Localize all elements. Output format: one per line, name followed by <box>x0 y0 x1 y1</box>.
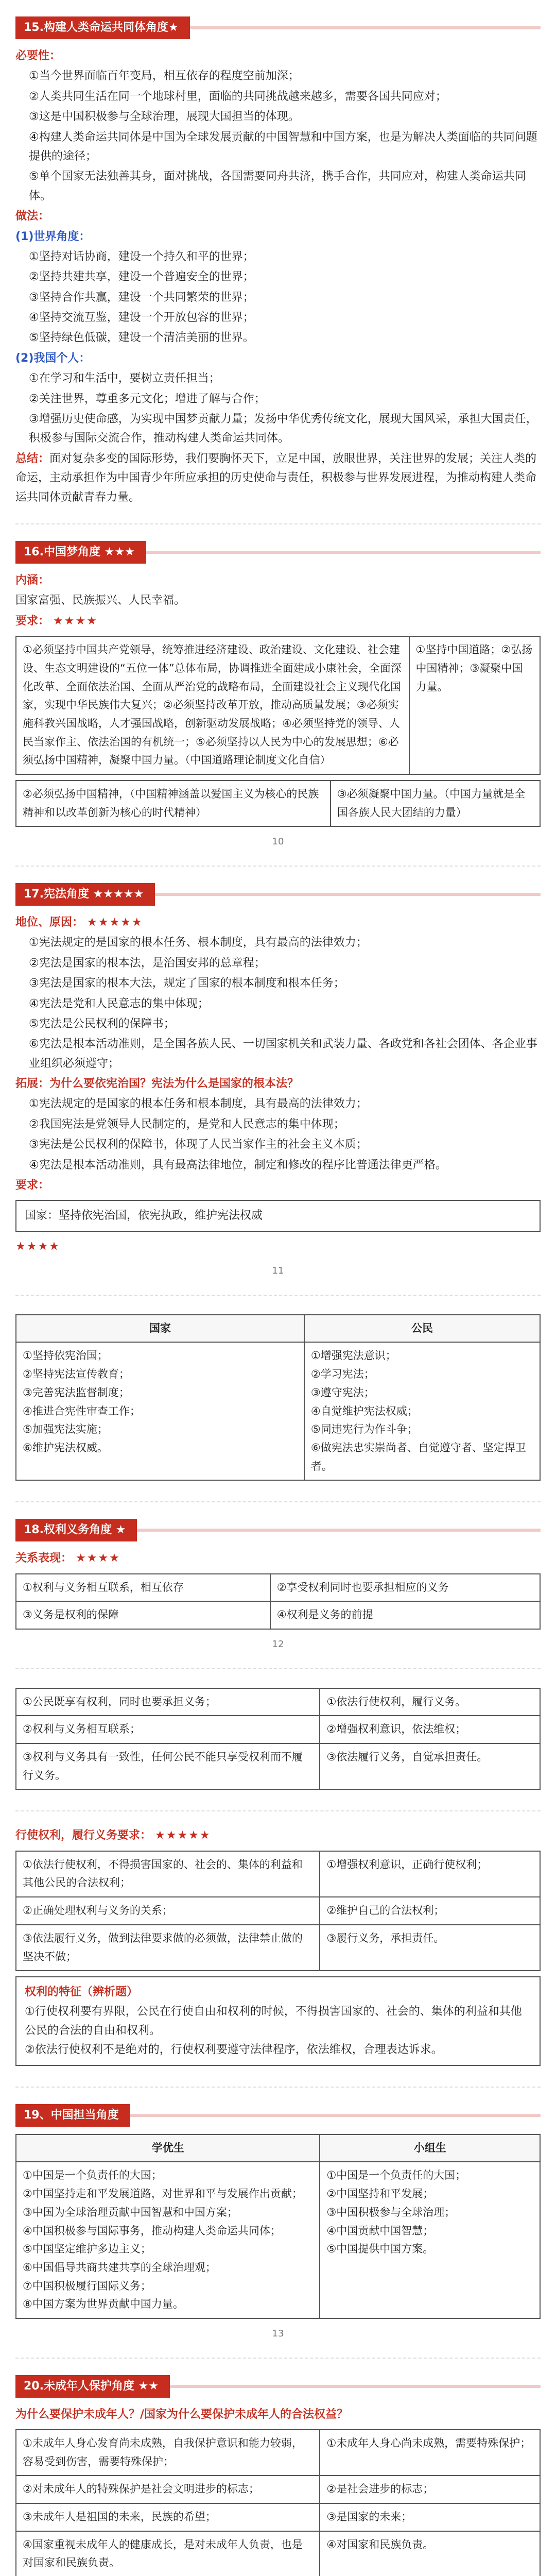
list-item: ①宪法规定的是国家的根本任务、根本制度，具有最高的法律效力； <box>29 936 368 950</box>
table-cell: ①公民既享有权利，同时也要承担义务； <box>16 1688 320 1716</box>
list-item: ⑤坚持绿色低碳，建设一个清洁美丽的世界。 <box>29 331 254 345</box>
table-cell: ①依法行使权利，履行义务。 <box>320 1688 540 1716</box>
table-cell: ③履行义务，承担责任。 <box>320 1925 540 1971</box>
column-header: 小组生 <box>320 2134 540 2162</box>
column-header: 公民 <box>304 1315 540 1343</box>
list-item: ②我国宪法是党领导人民制定的，是党和人民意志的集中体现； <box>29 1117 345 1131</box>
section-18 <box>15 1501 541 1668</box>
subheading: 地位、原因： <box>15 916 84 929</box>
table-cell: ②是社会进步的标志； <box>320 2476 540 2503</box>
column-header: 学优生 <box>16 2134 320 2162</box>
section-15 <box>15 0 541 523</box>
subheading: 做法： <box>15 210 50 223</box>
comparison-table <box>15 1851 541 1971</box>
list-item: ③增强历史使命感，为实现中国梦贡献力量；发扬中华优秀传统文化，展现大国风采，承担大国责任，积极参与国际交流合作，推动构建人类命运共同体。 <box>29 413 537 445</box>
table-cell: ③义务是权利的保障 <box>16 1601 270 1629</box>
list-item: ①当今世界面临百年变局，相互依存的程度空前加深； <box>29 70 300 83</box>
star-rating: ★★★★★ <box>155 1829 211 1842</box>
comparison-table <box>15 2429 541 2576</box>
table-cell: ②必须弘扬中国精神，（中国精神涵盖以爱国主义为核心的民族精神和以改革创新为核心的时代精神） <box>16 781 331 826</box>
table-cell: ②正确处理权利与义务的关系； <box>16 1897 320 1925</box>
subheading: (2)我国个人： <box>15 351 91 365</box>
list-item: ①坚持对话协商，建设一个持久和平的世界； <box>29 250 254 263</box>
list-item: ③宪法是国家的根本大法，规定了国家的根本制度和根本任务； <box>29 977 345 990</box>
section-banner: 15.构建人类命运共同体角度★ <box>15 16 541 39</box>
comparison-table <box>15 1688 541 1790</box>
paragraph: 国家富强、民族振兴、人民幸福。 <box>15 594 186 607</box>
comparison-table <box>15 780 541 827</box>
question: 为什么要保护未成年人？/国家为什么要保护未成年人的合法权益？ <box>15 2408 349 2421</box>
list-item: ①宪法规定的是国家的根本任务和根本制度，具有最高的法律效力； <box>29 1097 368 1111</box>
table-cell: ①未成年人身心发育尚未成熟，自我保护意识和能力较弱，容易受到伤害，需要特殊保护； <box>16 2430 320 2476</box>
list-item: ③这是中国积极参与全球治理，展现大国担当的体现。 <box>29 110 300 124</box>
list-item: ④坚持交流互鉴，建设一个开放包容的世界； <box>29 311 254 325</box>
section-19 <box>15 2087 541 2358</box>
column-header: 国家 <box>16 1315 304 1343</box>
list-item: ④构建人类命运共同体是中国为全球发展贡献的中国智慧和中国方案，也是为解决人类面临的共同问题提供的途径； <box>29 130 537 163</box>
list-item: ④宪法是党和人民意志的集中体现； <box>29 997 209 1010</box>
list-item: ②关注世界，尊重多元文化；增进了解与合作； <box>29 392 266 405</box>
table-cell: ①必须坚持中国共产党领导，统筹推进经济建设、政治建设、文化建设、社会建设、生态文明建设的“五位一体”总体布局，协调推进全面建成小康社会，全面深化改革、全面依法治国、全面从严治党的战略布局，全面建设社会主义现代化国家，实现中华民族伟大复兴；②必须坚持改革开放，推动高质量发展；③必须实施科教兴国战略，人才强国战略，创新驱动发展战略；④必须坚持党的领导、人民当家作主、依法治国的有机统一；⑤必须坚持以人民为中心的发展思想；⑥必须弘扬中国精神，凝聚中国力量。（中国道路理论制度文化自信） <box>16 636 409 774</box>
table-cell: ②对未成年人的特殊保护是社会文明进步的标志； <box>16 2476 320 2503</box>
info-box: 国家：坚持依宪治国，依宪执政，维护宪法权威 <box>15 1200 541 1231</box>
table-cell: ③依法履行义务，自觉承担责任。 <box>320 1743 540 1789</box>
table-cell: ①依法行使权利，不得损害国家的、社会的、集体的利益和其他公民的合法权利； <box>16 1851 320 1897</box>
section-banner: 19、中国担当角度 <box>15 2104 541 2127</box>
table-cell: ②权利与义务相互联系； <box>16 1716 320 1743</box>
table-cell: ①中国是一个负责任的大国； ②中国坚持走和平发展道路，对世界和平与发展作出贡献； ③中国为全球治理贡献中国智慧和中国方案； ④中国积极参与国际事务，推动构建人类命运共同体； ⑤中国坚定维护多边主义； ⑥中国倡导共商共建共享的全球治理观； ⑦中国积极履行国际义务； ⑧中国方案为世界贡献中国力量。 <box>16 2162 320 2318</box>
list-item: ③坚持合作共赢，建设一个共同繁荣的世界； <box>29 291 254 304</box>
comparison-table <box>15 2134 541 2319</box>
section-banner: 16.中国梦角度 ★★★ <box>15 541 541 564</box>
table-cell: ③未成年人是祖国的未来，民族的希望； <box>16 2503 320 2531</box>
table-cell: ①增强权利意识，正确行使权利； <box>320 1851 540 1897</box>
subheading: 内涵： <box>15 573 50 587</box>
table-cell: ④权利是义务的前提 <box>270 1601 540 1629</box>
section-16 <box>15 523 541 866</box>
list-item: ②坚持共建共享，建设一个普遍安全的世界； <box>29 270 254 284</box>
table-cell: ②享受权利同时也要承担相应的义务 <box>270 1574 540 1602</box>
list-item: ⑤单个国家无法独善其身，面对挑战，各国需要同舟共济，携手合作，共同应对，构建人类命运共同体。 <box>29 170 526 202</box>
comparison-table <box>15 1573 541 1630</box>
star-rating: ★★★★★ <box>87 916 143 929</box>
subheading: 必要性： <box>15 49 61 62</box>
summary-text: 面对复杂多变的国际形势，我们要胸怀天下，立足中国，放眼世界，关注世界的发展；关注人类的命运，主动承担作为中国青少年所应承担的历史使命与责任，积极参与世界发展进程，为推动构建人类命运共同体贡献青春力量。 <box>15 452 537 504</box>
list-item: ⑥宪法是根本活动准则，是全国各族人民、一切国家机关和武装力量、各政党和各社会团体、各企业事业组织必须遵守； <box>29 1038 537 1070</box>
comparison-table <box>15 636 541 775</box>
list-item: ②人类共同生活在同一个地球村里，面临的共同挑战越来越多，需要各国共同应对； <box>29 90 447 103</box>
section-17 <box>15 866 541 1295</box>
table-cell: ①坚持依宪治国； ②坚持宪法宣传教育； ③完善宪法监督制度； ④推进合宪性审查工作； ⑤加强宪法实施； ⑥维护宪法权威。 <box>16 1342 304 1480</box>
page-number: 11 <box>272 1265 284 1277</box>
star-rating: ★★★★ <box>15 1240 60 1253</box>
table-cell: ③必须凝聚中国力量。（中国力量就是全国各族人民大团结的力量） <box>331 781 540 826</box>
table-cell: ③权利与义务具有一致性，任何公民不能只享受权利而不履行义务。 <box>16 1743 320 1789</box>
table-cell: ④对国家和民族负责。 <box>320 2531 540 2576</box>
table-cell: ①未成年人身心尚未成熟，需要特殊保护； <box>320 2430 540 2476</box>
table-cell: ①增强宪法意识； ②学习宪法； ③遵守宪法； ④自觉维护宪法权威； ⑤同违宪行为作斗争； ⑥做宪法忠实崇尚者、自觉遵守者、坚定捍卫者。 <box>304 1342 540 1480</box>
subheading: (1)世界角度： <box>15 230 91 243</box>
info-box: 权利的特征（辨析题） ①行使权利要有界限，公民在行使自由和权利的时候，不得损害国家的、社会的、集体的利益和其他公民的合法的自由和权利。 ②依法行使权利不是绝对的，行使权利要遵守法律程序，依法维权，合理表达诉求。 <box>15 1976 541 2066</box>
star-rating: ★★★★ <box>53 614 98 628</box>
table-cell: ①权利与义务相互联系，相互依存 <box>16 1574 270 1602</box>
subheading: 要求： <box>15 1179 50 1192</box>
section-banner: 17.宪法角度 ★★★★★ <box>15 883 541 906</box>
table-cell: ④国家重视未成年人的健康成长，是对未成年人负责，也是对国家和民族负责。 <box>16 2531 320 2576</box>
question: 拓展：为什么要依宪治国？宪法为什么是国家的根本法？ <box>15 1077 299 1091</box>
table-cell: ①坚持中国道路；②弘扬中国精神；③凝聚中国力量。 <box>409 636 541 774</box>
section-18-rights <box>15 1810 541 2086</box>
star-rating: ★★★★ <box>76 1552 120 1565</box>
section-20 <box>15 2358 541 2576</box>
summary-label: 总结： <box>15 452 50 465</box>
table-cell: ③是国家的未来； <box>320 2503 540 2531</box>
table-cell: ①中国是一个负责任的大国； ②中国坚持和平发展； ③中国积极参与全球治理； ④中国贡献中国智慧； ⑤中国提供中国方案。 <box>320 2162 540 2318</box>
page-number: 12 <box>272 1639 284 1650</box>
table-cell: ③依法履行义务，做到法律要求做的必须做，法律禁止做的坚决不做； <box>16 1925 320 1971</box>
list-item: ①在学习和生活中，要树立责任担当； <box>29 372 220 385</box>
section-17-table <box>15 1295 541 1502</box>
list-item: ④宪法是根本活动准则，具有最高法律地位，制定和修改的程序比普通法律更严格。 <box>29 1158 447 1172</box>
page-number: 10 <box>272 836 284 848</box>
comparison-table <box>15 1314 541 1481</box>
list-item: ②宪法是国家的根本法，是治国安邦的总章程； <box>29 956 266 970</box>
subheading: 要求： <box>15 614 50 628</box>
subheading: 行使权利，履行义务要求： <box>15 1829 152 1842</box>
section-18-table <box>15 1668 541 1811</box>
list-item: ⑤宪法是公民权利的保障书； <box>29 1017 175 1030</box>
table-cell: ②维护自己的合法权利； <box>320 1897 540 1925</box>
page-number: 13 <box>272 2328 284 2339</box>
section-banner: 18.权利义务角度 ★ <box>15 1519 541 1541</box>
section-banner: 20.未成年人保护角度 ★★ <box>15 2375 541 2398</box>
table-cell: ②增强权利意识，依法维权； <box>320 1716 540 1743</box>
subheading: 关系表现： <box>15 1552 73 1565</box>
list-item: ③宪法是公民权利的保障书，体现了人民当家作主的社会主义本质； <box>29 1138 368 1151</box>
